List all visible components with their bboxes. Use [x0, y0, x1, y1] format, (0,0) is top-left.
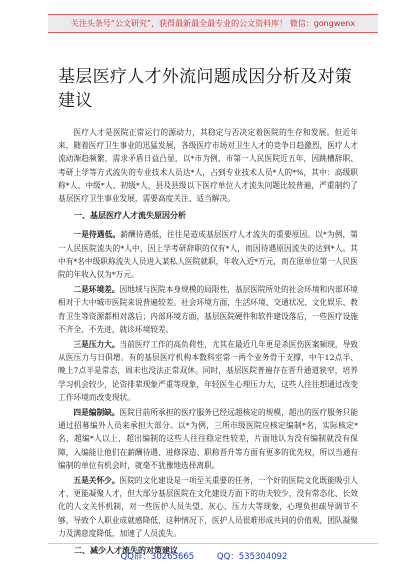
footer-qq: QQ：535304092: [216, 552, 288, 562]
reason-text-4: 医院目前所承担的医疗服务已经远超核定的规模，超出的医疗服务只能通过招募编外人员来承担大部分。以*为例，三所市级医院应核定编制*名，实际核定*名，超编*人以上，超出编制的这些人往往稳定性较差，片面地认为没有编制就没有保障，入编能让他们在薪酬待遇、进修深造、职称晋升等方面有更多的优先权，所以当通有编制的单位有机会时，就毫不犹豫地选择离职。: [58, 408, 358, 470]
footer-divider: [48, 543, 378, 544]
reason-paragraph-3: [58, 338, 358, 404]
reason-label-4: 四是编制缺。: [73, 408, 120, 418]
reason-text-1: 薪酬待遇低，往往是造成基层医疗人才流失的重要原因。以*为例，第一人民医院流失的*人中，因上学考研辞职的仅有*人，而因待遇原因流失的达到*人。其中有*名中级职称流失人员进入某私人医院就职，年收入近*万元，而在原单位第一人民医院的年收入仅为*万元。: [58, 230, 358, 280]
reason-label-1: 一是待遇低。: [73, 230, 121, 240]
promo-banner: 关注头条号“公文研究”，获得最新最全最专业的公文资料库！ 微信：gongwenx: [48, 14, 378, 33]
footer-qq-group: QQ群：30265665: [120, 552, 195, 562]
reason-label-5: 五是关怀少。: [73, 476, 120, 486]
reason-paragraph-1: [58, 228, 358, 281]
document-title: 基层医疗人才外流问题成因分析及对策建议: [58, 67, 353, 111]
section-heading-2: 二、减少人才流失的对策建议: [74, 546, 178, 556]
reason-label-2: 二是环境差。: [73, 285, 120, 295]
intro-paragraph: 医疗人才是医院正常运行的源动力，其稳定与否决定着医院的生存和发展。但近年来，随着医疗卫生事业的迅猛发展，各级医疗市场对卫生人才的竞争日趋激烈，医疗人才流动渐趋频繁，需求矛盾日益凸显，以*市为例，市第一人民医院近五年，因跳槽辞职、考研上学等方式流失的专业技术人员达*人，占到专业技术人员*人的*%，其中：高级职称*人、中级*人、初级*人，县及县级以下医疗单位人才流失问题比较普遍，严重制约了基层医疗卫生事业发展，需要高度关注、适当解决。: [58, 128, 358, 204]
reason-text-3: 当前医疗工作的高负荷性，尤其在最近几年更是杀医伤医案频现，导致从医压力与日俱增。有的基层医疗机构本数科室常一两个业务骨干支撑，中午12点半、晚上7点半是常态，周末也没法正常双休。同时，基层医院普遍存在晋升通道狭窄，培养学习机会较少，论资排辈现象严重等现象，年轻医生心理压力大，这些人往往想通过改变工作环境而改变现状。: [58, 340, 358, 402]
document-body: [58, 126, 358, 563]
reason-label-3: 三是压力大。: [73, 340, 120, 350]
reason-text-5: 医院的文化建设是一项至关重要的任务，一个好的医院文化既能吸引人才，更能凝聚人才，但大部分基层医院在文化建设方面下的功夫较少，没有常态化、长效化的人文关怀机制，对一些医护人员失望、灰心、压力大等现象，心理负担疏导调节不够，导致个人职业成就感降低，这种情况下，医护人员很难形成共同的价值观，团队凝聚力及满意度降低，加速了人员流失。: [58, 476, 358, 538]
reason-paragraph-2: [58, 283, 358, 336]
section-heading-1: 一、基层医疗人才流失原因分析: [74, 211, 186, 221]
reason-paragraph-5: [58, 474, 358, 540]
reason-paragraph-4: [58, 406, 358, 472]
footer: [0, 550, 408, 562]
reason-text-2: 因地域与医院本身规模的局限性，基层医院所处的社会环境和内部环境相对于大中城市医院来说普遍较差。社会环境方面，生活环境、交通状况、文化娱乐、教育卫生等资源都相对落后；内部环境方面，基层医院硬件和软件建设落后，一些医疗设施不齐全、不先进，就诊环境较差。: [58, 285, 358, 334]
